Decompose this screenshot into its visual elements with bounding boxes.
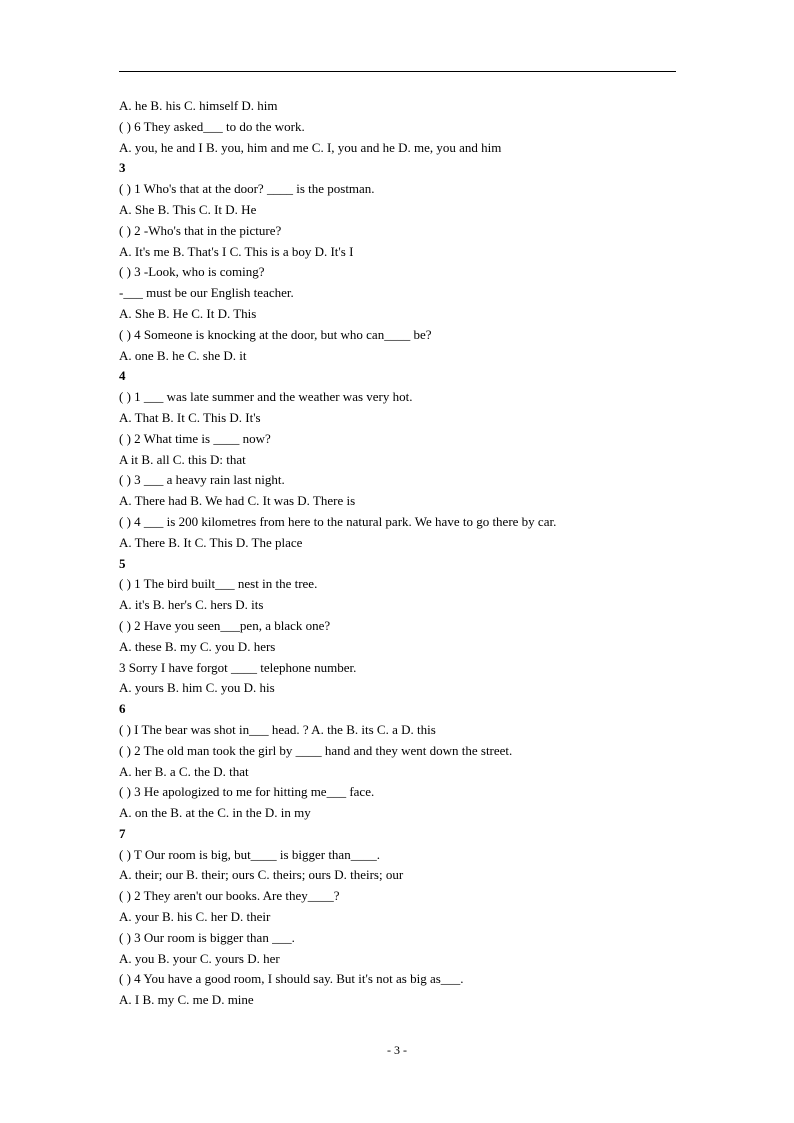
text-line: A. There had B. We had C. It was D. There is bbox=[119, 493, 356, 509]
text-line: 3 Sorry I have forgot ____ telephone number. bbox=[119, 659, 357, 675]
text-line: ( ) 3 ___ a heavy rain last night. bbox=[119, 472, 285, 488]
section-number: 7 bbox=[119, 825, 126, 841]
text-line: ( ) 4 Someone is knocking at the door, but who can____ be? bbox=[119, 326, 432, 342]
text-line: A. these B. my C. you D. hers bbox=[119, 638, 276, 654]
text-line: A. one B. he C. she D. it bbox=[119, 347, 247, 363]
text-line: ( ) 2 -Who's that in the picture? bbox=[119, 222, 282, 238]
text-line: ( ) 1 Who's that at the door? ____ is the postman. bbox=[119, 181, 375, 197]
text-line: A. There B. It C. This D. The place bbox=[119, 534, 303, 550]
text-line: A. their; our B. their; ours C. theirs; ours D. theirs; our bbox=[119, 867, 404, 883]
text-line: A. She B. He C. It D. This bbox=[119, 305, 257, 321]
page-number: - 3 - bbox=[387, 1043, 407, 1057]
text-line: A. it's B. her's C. hers D. its bbox=[119, 597, 264, 613]
text-line: A it B. all C. this D: that bbox=[119, 451, 246, 467]
section-number: 5 bbox=[119, 555, 126, 571]
text-line: ( ) I The bear was shot in___ head. ? A. the B. its C. a D. this bbox=[119, 721, 436, 737]
text-line: ( ) 2 The old man took the girl by ____ hand and they went down the street. bbox=[119, 742, 513, 758]
text-line: ( ) 2 They aren't our books. Are they____? bbox=[119, 888, 340, 904]
text-line: A. he B. his C. himself D. him bbox=[119, 98, 278, 113]
text-line: ( ) 3 Our room is bigger than ___. bbox=[119, 929, 295, 945]
text-line: ( ) 3 He apologized to me for hitting me___ face. bbox=[119, 784, 375, 800]
text-line: ( ) 4 You have a good room, I should say. But it's not as big as___. bbox=[119, 971, 464, 987]
text-line: ( ) 2 What time is ____ now? bbox=[119, 430, 271, 446]
header-rule bbox=[119, 71, 676, 72]
text-line: A. her B. a C. the D. that bbox=[119, 763, 249, 779]
text-line: A. yours B. him C. you D. his bbox=[119, 680, 275, 696]
text-line: A. you B. your C. yours D. her bbox=[119, 950, 280, 966]
section-number: 6 bbox=[119, 701, 126, 717]
text-line: A. you, he and I B. you, him and me C. I, you and he D. me, you and him bbox=[119, 139, 502, 155]
text-line: ( ) 2 Have you seen___pen, a black one? bbox=[119, 617, 331, 633]
text-line: ( ) 3 -Look, who is coming? bbox=[119, 264, 265, 280]
text-line: ( ) 6 They asked___ to do the work. bbox=[119, 118, 305, 134]
section-number: 3 bbox=[119, 160, 126, 176]
section-number: 4 bbox=[119, 368, 126, 384]
text-line: A. It's me B. That's I C. This is a boy D. It's I bbox=[119, 243, 354, 259]
text-line: -___ must be our English teacher. bbox=[119, 285, 294, 301]
text-line: A. That B. It C. This D. It's bbox=[119, 409, 261, 425]
text-line: ( ) 4 ___ is 200 kilometres from here to the natural park. We have to go there by car. bbox=[119, 513, 557, 529]
text-line: A. I B. my C. me D. mine bbox=[119, 992, 254, 1008]
page-content bbox=[119, 96, 699, 1011]
text-line: A. She B. This C. It D. He bbox=[119, 201, 257, 217]
text-line: ( ) 1 The bird built___ nest in the tree. bbox=[119, 576, 318, 592]
text-line: ( ) 1 ___ was late summer and the weather was very hot. bbox=[119, 389, 413, 405]
text-line: A. on the B. at the C. in the D. in my bbox=[119, 805, 311, 821]
text-line: ( ) T Our room is big, but____ is bigger than____. bbox=[119, 846, 380, 862]
text-line: A. your B. his C. her D. their bbox=[119, 909, 271, 925]
